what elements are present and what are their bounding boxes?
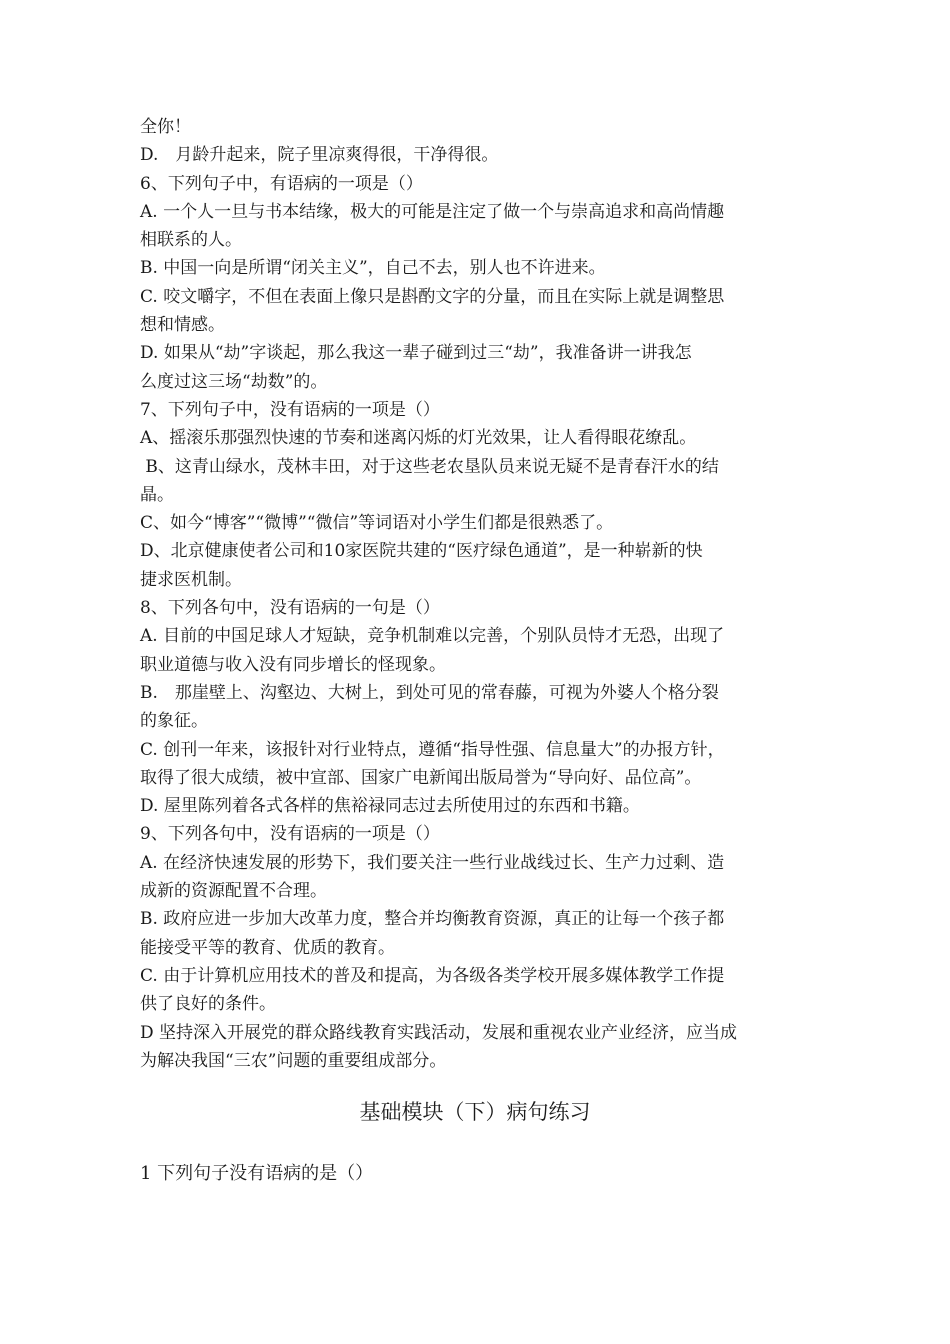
text-line: D. 如果从“劫”字谈起，那么我这一辈子碰到过三“劫”，我准备讲一讲我怎 [140, 343, 692, 364]
text-line: 为解决我国“三农”问题的重要组成部分。 [140, 1050, 447, 1071]
text-line: C. 创刊一年来，该报针对行业特点，遵循“指导性强、信息量大”的办报方针， [140, 739, 725, 760]
text-line: C. 咬文嚼字，不但在表面上像只是斟酌文字的分量，而且在实际上就是调整思 [140, 286, 725, 307]
text-line: 能接受平等的教育、优质的教育。 [140, 937, 395, 958]
text-line: D. 屋里陈列着各式各样的焦裕禄同志过去所使用过的东西和书籍。 [140, 796, 640, 817]
text-line: D 坚持深入开展党的群众路线教育实践活动，发展和重视农业产业经济，应当成 [140, 1022, 738, 1043]
question-8-stem: 8、下列各句中，没有语病的一句是（） [140, 598, 440, 619]
text-line: B. 中国一向是所谓“闭关主义”，自己不去，别人也不许进来。 [140, 258, 606, 279]
text-line: 么度过这三场“劫数”的。 [140, 371, 328, 392]
text-line: 职业道德与收入没有同步增长的怪现象。 [140, 654, 446, 675]
text-line: A. 一个人一旦与书本结缘，极大的可能是注定了做一个与崇高追求和高尚情趣 [140, 201, 725, 222]
text-line: 想和情感。 [140, 315, 225, 336]
text-line: 捷求医机制。 [140, 569, 242, 590]
next-question-stem: 1 下列句子没有语病的是（） [140, 1163, 374, 1184]
text-line: B. 政府应进一步加大改革力度，整合并均衡教育资源，真正的让每一个孩子都 [140, 909, 725, 930]
text-line: B. 那崖壁上、沟壑边、大树上，到处可见的常春藤，可视为外婆人个格分裂 [140, 682, 719, 703]
text-line: 的象征。 [140, 711, 208, 732]
text-line: A. 在经济快速发展的形势下，我们要关注一些行业战线过长、生产力过剩、造 [140, 852, 725, 873]
text-line: C. 由于计算机应用技术的普及和提高，为各级各类学校开展多媒体教学工作提 [140, 965, 725, 986]
text-line: 成新的资源配置不合理。 [140, 881, 327, 902]
question-6-stem: 6、下列句子中，有语病的一项是（） [140, 173, 423, 194]
question-9-stem: 9、下列各句中，没有语病的一项是（） [140, 824, 440, 845]
text-line: A、摇滚乐那强烈快速的节奏和迷离闪烁的灯光效果，让人看得眼花缭乱。 [140, 428, 697, 449]
text-line: C、如今“博客”“微博”“微信”等词语对小学生们都是很熟悉了。 [140, 513, 614, 534]
text-line: 供了良好的条件。 [140, 994, 276, 1015]
text-line: 全你！ [140, 117, 191, 137]
text-line: B、这青山绿水，茂林丰田，对于这些老农垦队员来说无疑不是青春汗水的结 [140, 456, 719, 477]
text-line: 取得了很大成绩，被中宣部、国家广电新闻出版局誉为“导向好、品位高”。 [140, 767, 702, 788]
text-line: A. 目前的中国足球人才短缺，竞争机制难以完善，个别队员恃才无恐，出现了 [140, 626, 725, 647]
text-line: 晶。 [140, 484, 174, 505]
question-text-block [140, 113, 815, 1075]
text-line: D. 月龄升起来，院子里凉爽得很，干净得很。 [140, 145, 499, 166]
text-line: 相联系的人。 [140, 230, 242, 251]
section-heading: 基础模块（下）病句练习 [359, 1100, 591, 1124]
question-7-stem: 7、下列句子中，没有语病的一项是（） [140, 399, 440, 420]
text-line: D、北京健康使者公司和10家医院共建的“医疗绿色通道”，是一种崭新的快 [140, 541, 703, 562]
